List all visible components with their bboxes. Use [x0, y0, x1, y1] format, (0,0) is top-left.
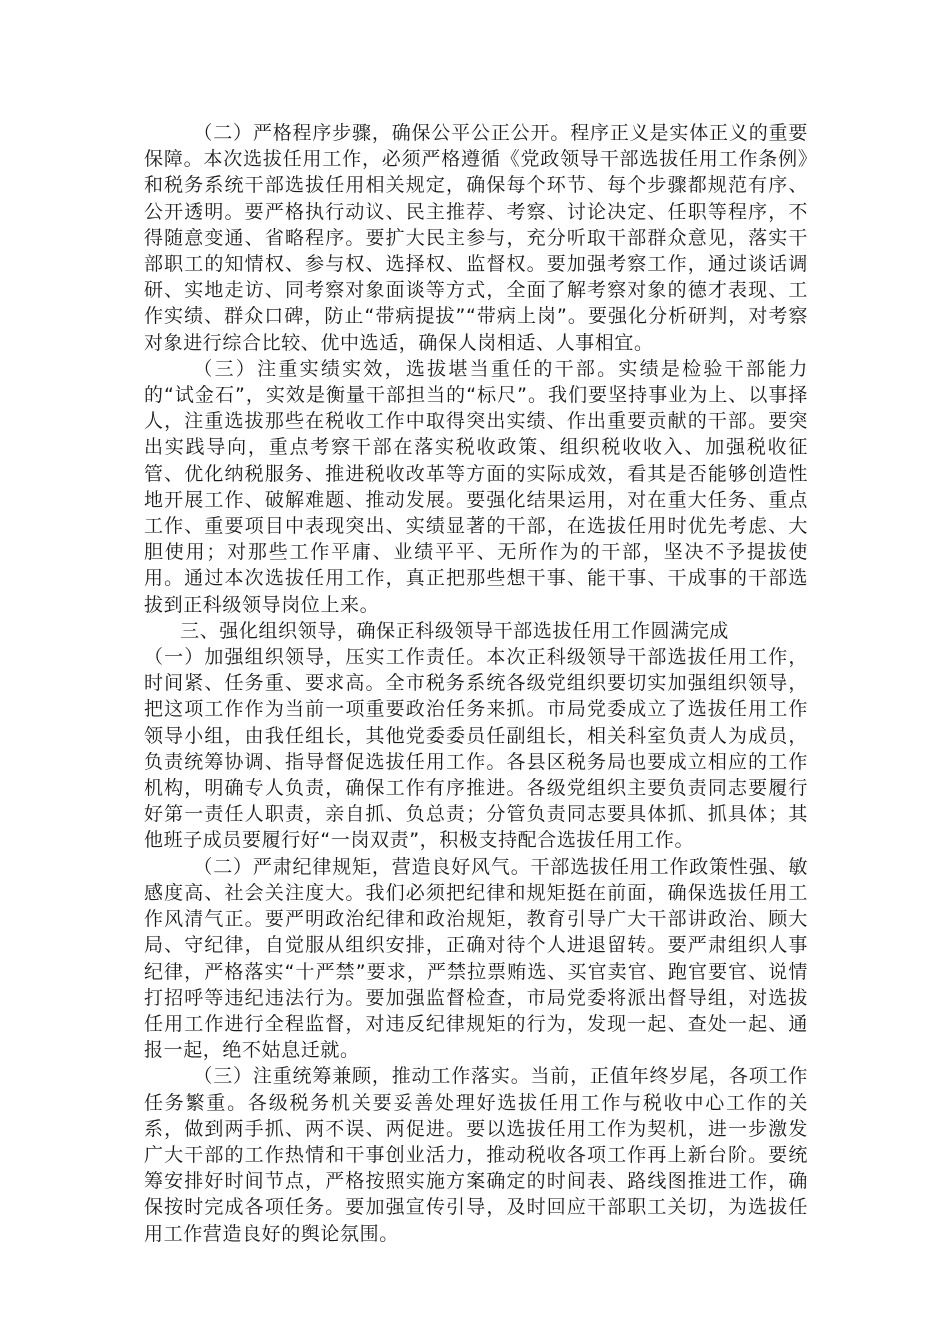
paragraph-strengthen-leadership: （一）加强组织领导，压实工作责任。本次正科级领导干部选拔任用工作，时间紧、任务重、要求高。全市税务系统各级党组织要切实加强组织领导，把这项工作作为当前一项重要政治任务来抓。市局党委成立了选拔任用工作领导小组，由我任组长，其他党委委员任副组长，相关科室负责人为成员，负责统筹协调、指导督促选拔任用工作。各县区税务局也要成立相应的工作机构，明确专人负责，确保工作有序推进。各级党组织主要负责同志要履行好第一责任人职责，亲自抓、负总责；分管负责同志要具体抓、抓具体；其他班子成员要履行好“一岗双责”，积极支持配合选拔任用工作。 [144, 646, 808, 852]
paragraph-overall-planning: （三）注重统筹兼顾，推动工作落实。当前，正值年终岁尾，各项工作任务繁重。各级税务机关要妥善处理好选拔任用工作与税收中心工作的关系，做到两手抓、两不误、两促进。要以选拔任用工作为契机，进一步激发广大干部的工作热情和干事创业活力，推动税收各项工作再上新台阶。要统筹安排好时间节点，严格按照实施方案确定的时间表、路线图推进工作，确保按时完成各项任务。要加强宣传引导，及时回应干部职工关切，为选拔任用工作营造良好的舆论氛围。 [144, 1065, 808, 1245]
section-heading-organization: 三、强化组织领导，确保正科级领导干部选拔任用工作圆满完成 [180, 619, 729, 642]
paragraph-strict-procedures: （二）严格程序步骤，确保公平公正公开。程序正义是实体正义的重要保障。本次选拔任用工作，必须严格遵循《党政领导干部选拔任用工作条例》和税务系统干部选拔任用相关规定，确保每个环节、每个步骤都规范有序、公开透明。要严格执行动议、民主推荐、考察、讨论决定、任职等程序，不得随意变通、省略程序。要扩大民主参与，充分听取干部群众意见，落实干部职工的知情权、参与权、选择权、监督权。要加强考察工作，通过谈话调研、实地走访、同考察对象面谈等方式，全面了解考察对象的德才表现、工作实绩、群众口碑，防止“带病提拔”“带病上岗”。要强化分析研判，对考察对象进行综合比较、优中选适，确保人岗相适、人事相宜。 [144, 122, 808, 354]
document-page [144, 120, 808, 1247]
paragraph-discipline-rules: （二）严肃纪律规矩，营造良好风气。干部选拔任用工作政策性强、敏感度高、社会关注度大。我们必须把纪律和规矩挺在前面，确保选拔任用工作风清气正。要严明政治纪律和政治规矩，教育引导广大干部讲政治、顾大局、守纪律，自觉服从组织安排，正确对待个人进退留转。要严肃组织人事纪律，严格落实“十严禁”要求，严禁拉票贿选、买官卖官、跑官要官、说情打招呼等违纪违法行为。要加强监督检查，市局党委将派出督导组，对选拔任用工作进行全程监督，对违反纪律规矩的行为，发现一起、查处一起、通报一起，绝不姑息迁就。 [144, 855, 808, 1062]
paragraph-focus-performance: （三）注重实绩实效，选拔堪当重任的干部。实绩是检验干部能力的“试金石”，实效是衡量干部担当的“标尺”。我们要坚持事业为上、以事择人，注重选拔那些在税收工作中取得突出实绩、作出重要贡献的干部。要突出实践导向，重点考察干部在落实税收政策、组织税收收入、加强税收征管、优化纳税服务、推进税收改革等方面的实际成效，看其是否能够创造性地开展工作、破解难题、推动发展。要强化结果运用，对在重大任务、重点工作、重要项目中表现突出、实绩显著的干部，在选拔任用时优先考虑、大胆使用；对那些工作平庸、业绩平平、无所作为的干部，坚决不予提拔使用。通过本次选拔任用工作，真正把那些想干事、能干事、干成事的干部选拔到正科级领导岗位上来。 [144, 357, 808, 616]
